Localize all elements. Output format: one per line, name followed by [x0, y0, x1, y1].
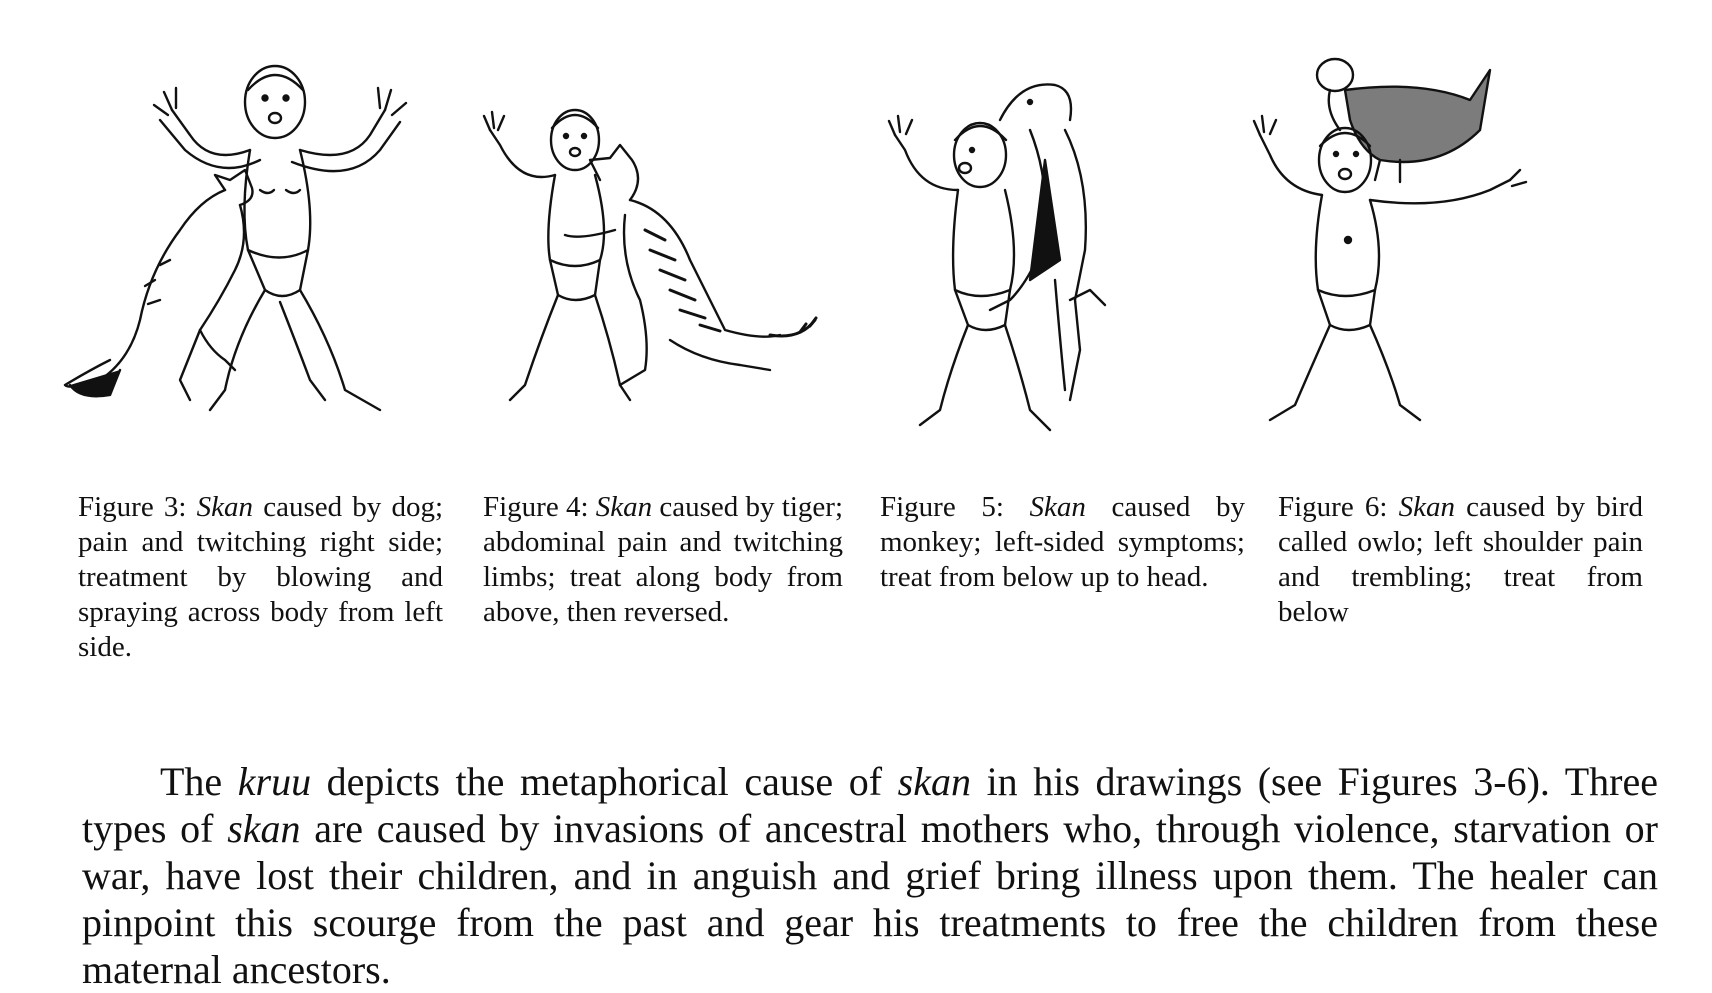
figure-term: Skan — [1029, 491, 1086, 523]
paragraph-text: in his drawings (see Figures 3-6). Three types of — [82, 759, 1659, 851]
figure-5-caption — [880, 490, 1245, 595]
term-skan: skan — [897, 759, 971, 804]
term-kruu: kruu — [237, 759, 312, 804]
body-paragraph — [82, 758, 1658, 993]
man-and-dog-drawing — [60, 40, 440, 460]
man-and-monkey-drawing — [880, 40, 1220, 460]
figure-term: Skan — [196, 491, 254, 523]
figure-5-illustration — [880, 40, 1220, 460]
man-and-bird-drawing — [1240, 40, 1620, 460]
figure-label: Figure 6: — [1278, 491, 1388, 523]
figure-term: Skan — [595, 491, 653, 523]
figure-label: Figure 5: — [880, 491, 1004, 523]
man-and-tiger-drawing — [470, 40, 860, 460]
figure-6-illustration — [1240, 40, 1620, 460]
figure-4-caption — [483, 490, 843, 630]
figure-description: caused by tiger; abdominal pain and twitching limbs; treat along body from above, then reversed. — [483, 491, 844, 628]
figure-6-caption — [1278, 490, 1643, 630]
term-skan: skan — [227, 806, 301, 851]
figure-3-caption — [78, 490, 443, 665]
figure-term: Skan — [1398, 491, 1455, 523]
paragraph-text: The — [160, 759, 223, 804]
figure-label: Figure 3: — [78, 491, 187, 523]
figure-3-illustration — [60, 40, 440, 460]
figure-description: caused by bird called owlo; left shoulder pain and trembling; treat from below — [1278, 491, 1644, 628]
paragraph-text: are caused by invasions of ancestral mothers who, through violence, starvation or war, have lost their children, and in anguish and grief bring illness upon them. The healer can pinpoint this scourge from the past and gear his treatments to free the children from these maternal ancestors. — [82, 806, 1659, 992]
paragraph-text: depicts the metaphorical cause of — [326, 759, 883, 804]
figure-description: caused by dog; pain and twitching right side; treatment by blowing and spraying across body from left side. — [78, 491, 444, 663]
figure-description: caused by monkey; left-sided symptoms; treat from below up to head. — [880, 491, 1245, 593]
figure-label: Figure 4: — [483, 491, 589, 523]
figure-4-illustration — [470, 40, 860, 460]
